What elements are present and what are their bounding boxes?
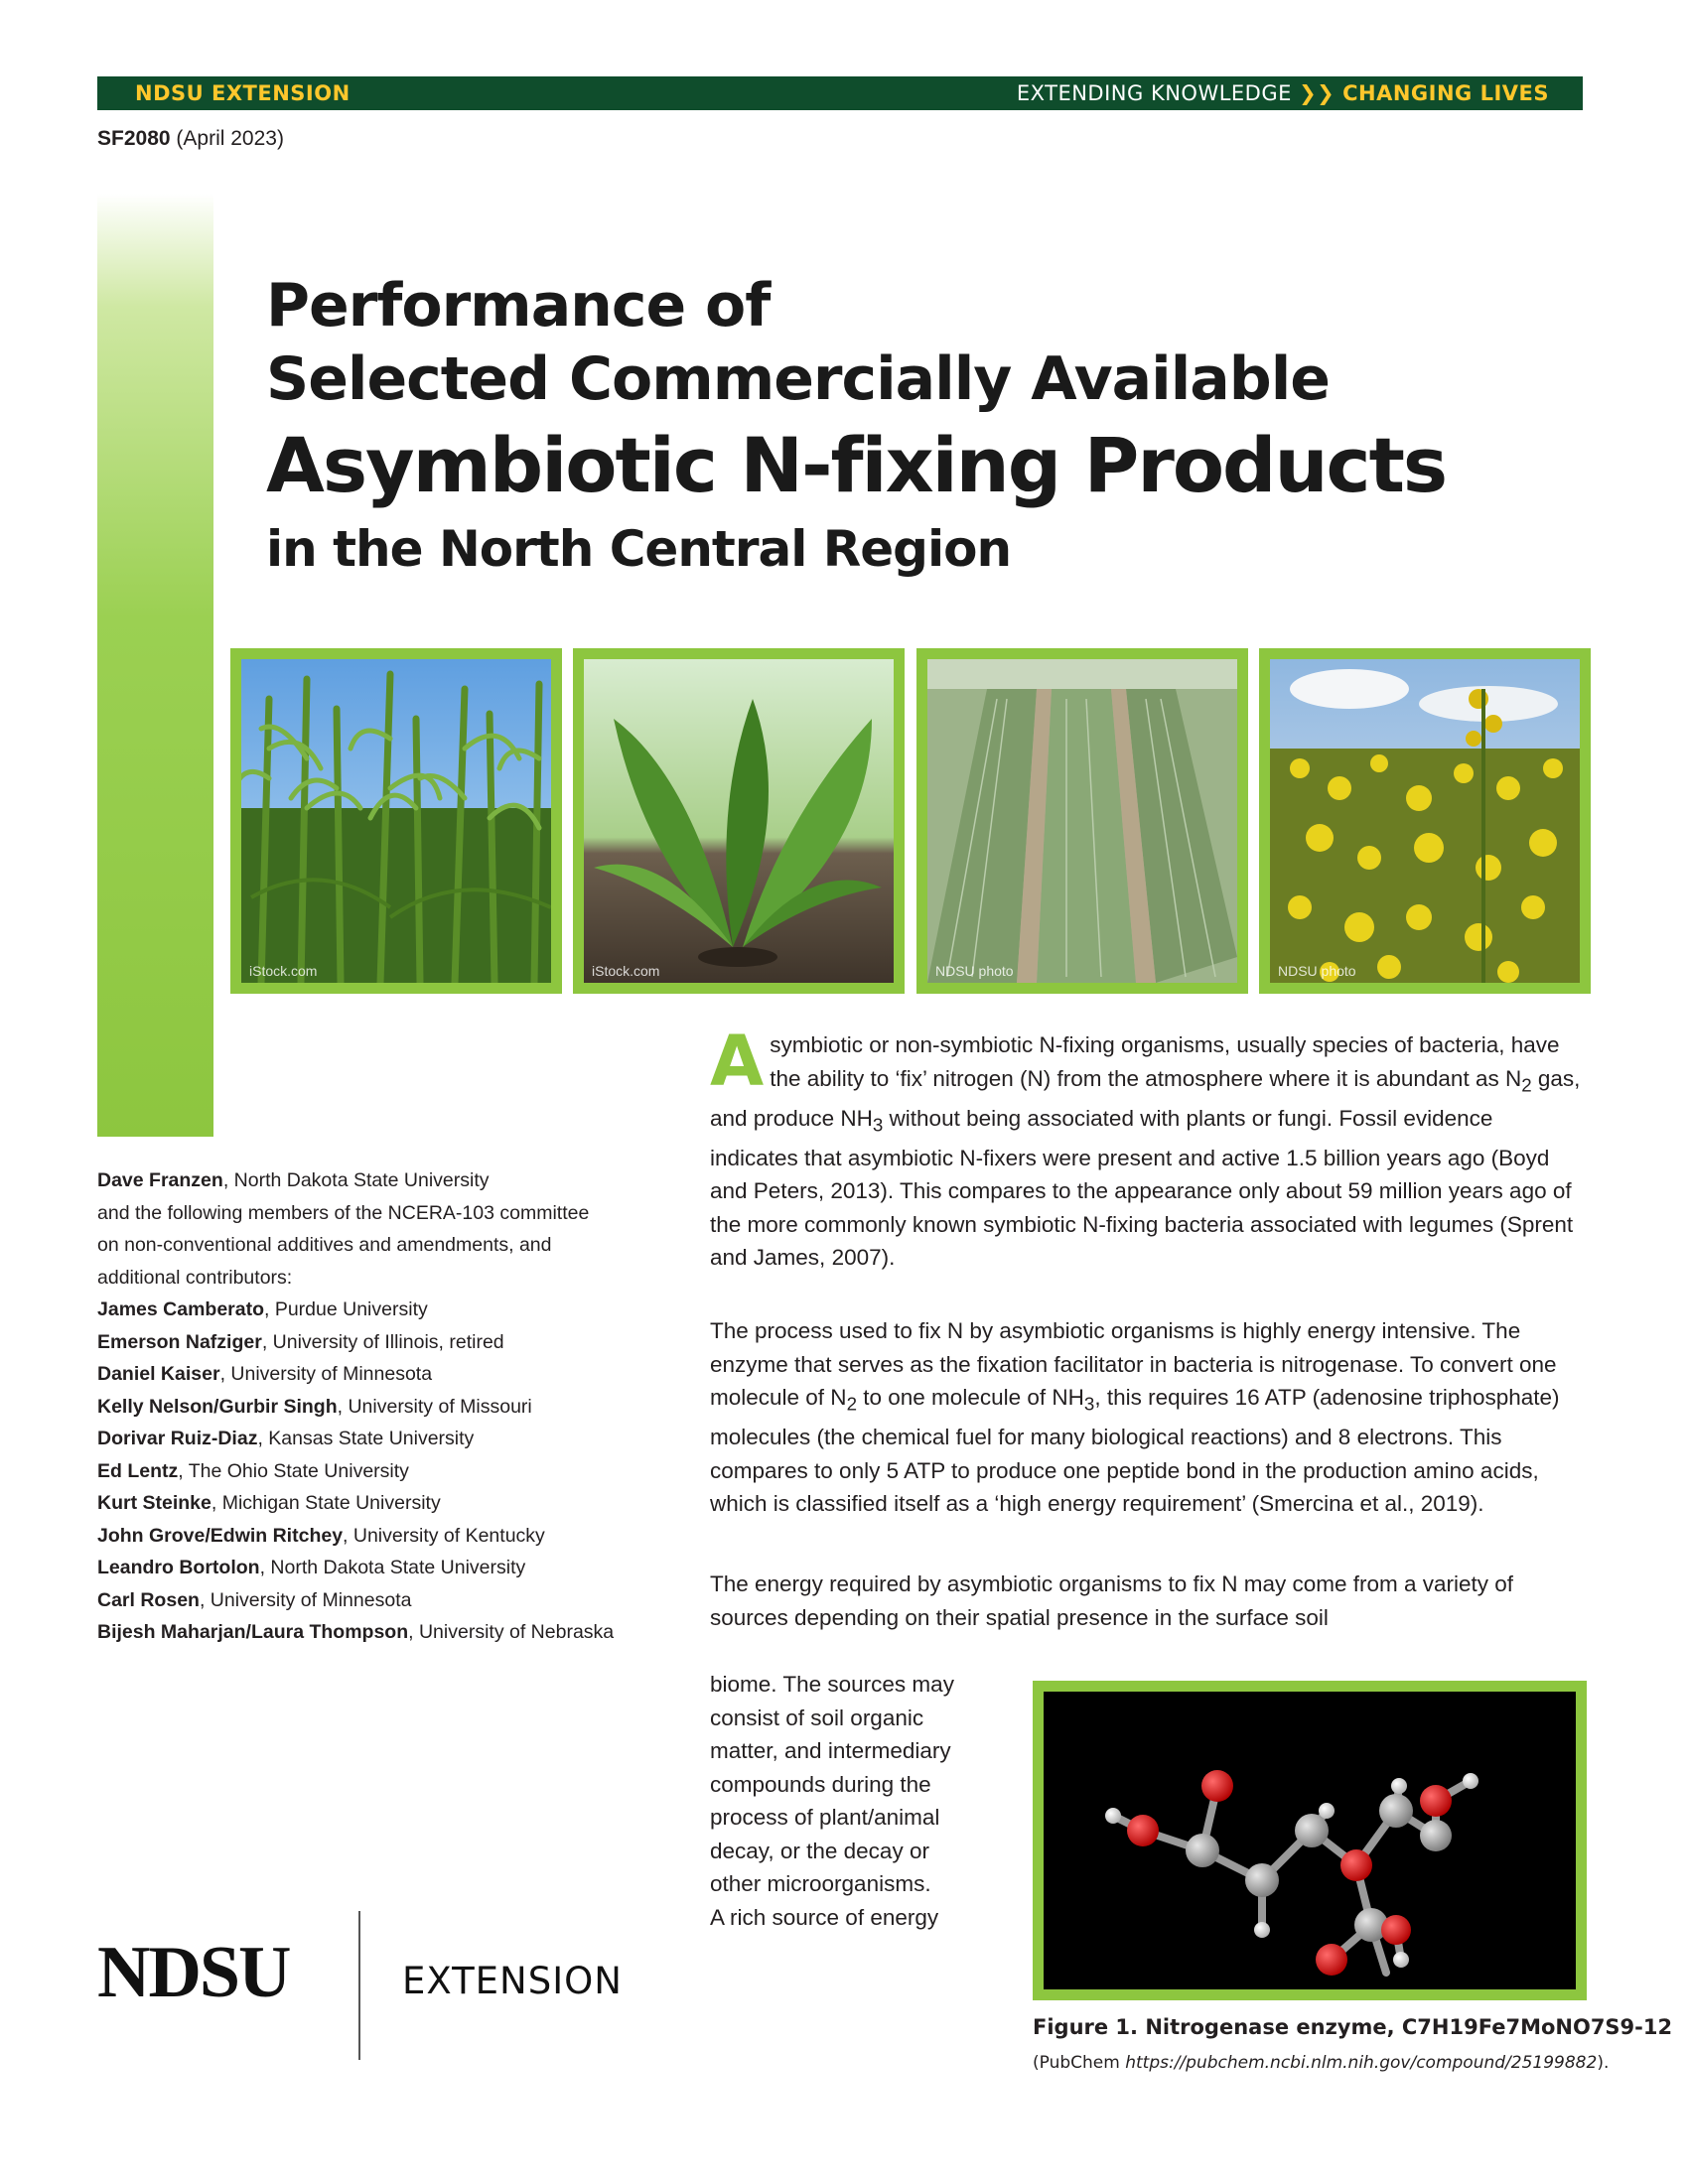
- author-item: [97, 1455, 683, 1488]
- paragraph-text: to one molecule of NH: [857, 1385, 1084, 1410]
- subscript: 2: [846, 1393, 857, 1415]
- author-name: Daniel Kaiser: [97, 1363, 220, 1385]
- source-link[interactable]: https://pubchem.ncbi.nlm.nih.gov/compound/25199882: [1125, 2053, 1598, 2073]
- publication-number: SF2080: [97, 127, 171, 150]
- author-name: Kurt Steinke: [97, 1492, 211, 1514]
- wheat-plots-image: [927, 659, 1237, 983]
- author-affiliation: , University of Kentucky: [343, 1524, 545, 1547]
- figure-frame: [1033, 1681, 1587, 2000]
- source-prefix: (PubChem: [1033, 2053, 1126, 2073]
- photo-sugar-beet: [573, 648, 905, 994]
- drop-cap: A: [710, 1021, 765, 1102]
- author-name: Carl Rosen: [97, 1588, 200, 1611]
- author-affiliation: , Michigan State University: [211, 1492, 441, 1514]
- paragraph-text: , this requires 16 ATP (adenosine triphosphate) molecules (the chemical fuel for many biological reactions) and 8 electrons. This compares to only 5 ATP to produce one peptide bond in the production amino acids, which is classified itself as a ‘high energy requirement’ (Smercina et al., 2019).: [710, 1385, 1560, 1516]
- source-suffix: ).: [1597, 2053, 1610, 2073]
- author-affiliation: , University of Minnesota: [199, 1588, 412, 1611]
- page-title: [266, 270, 1557, 584]
- author-name: Kelly Nelson/Gurbir Singh: [97, 1395, 338, 1418]
- corn-image: [241, 659, 551, 983]
- author-item: [97, 1552, 683, 1584]
- authors-block: [97, 1164, 683, 1649]
- text-line: other microorganisms.: [710, 1871, 931, 1896]
- tagline-part2: CHANGING LIVES: [1335, 81, 1549, 105]
- paragraph-3-continued: [710, 1668, 1008, 1934]
- header-left-label: NDSU EXTENSION: [135, 81, 351, 105]
- title-line-2: Selected Commercially Available: [266, 344, 1331, 414]
- paragraph-text: gas, and produce NH: [710, 1065, 1581, 1131]
- author-item: [97, 1423, 683, 1455]
- author-item: [97, 1294, 683, 1326]
- author-affiliation: , North Dakota State University: [222, 1169, 490, 1191]
- paragraph-text: without being associated with plants or fungi. Fossil evidence indicates that asymbiotic N-fixers were present and active 1.5 billion years ago (Boyd and Peters, 2013). This compares to the appearance only about 59 million years ago of the more commonly known symbiotic N-fixing bacteria associated with legumes (Sprent and James, 2007).: [710, 1105, 1574, 1270]
- subscript: 3: [1083, 1393, 1095, 1415]
- figure-caption: Figure 1. Nitrogenase enzyme, C7H19Fe7MoNO7S9-12: [1033, 2015, 1673, 2039]
- author-name: Emerson Nafziger: [97, 1330, 262, 1353]
- photo-credit: NDSU photo: [1278, 963, 1356, 979]
- author-affiliation: , North Dakota State University: [259, 1557, 526, 1578]
- text-line: consist of soil organic: [710, 1705, 924, 1730]
- text-line: decay, or the decay or: [710, 1838, 929, 1863]
- molecule-image: [1044, 1692, 1576, 1989]
- author-affiliation: , University of Nebraska: [408, 1621, 615, 1643]
- figure-source: [1033, 2053, 1648, 2073]
- chevron-icon: ❯❯: [1299, 81, 1336, 105]
- title-line-3: Asymbiotic N-fixing Products: [266, 421, 1447, 509]
- author-item: [97, 1487, 683, 1520]
- title-line-1: Performance of: [266, 271, 771, 341]
- paragraph-1: [710, 1021, 1584, 1275]
- paragraph-3: The energy required by asymbiotic organisms to fix N may come from a variety of sources depending on their spatial presence in the surface soil: [710, 1571, 1514, 1630]
- author-item: [97, 1520, 683, 1553]
- author-name: Ed Lentz: [97, 1459, 179, 1482]
- author-affiliation: , University of Minnesota: [219, 1363, 433, 1385]
- author-affiliation: , University of Missouri: [337, 1395, 532, 1418]
- text-line: compounds during the: [710, 1771, 931, 1797]
- text-line: process of plant/animal: [710, 1805, 940, 1830]
- author-name: James Camberato: [97, 1298, 264, 1320]
- publication-date: (April 2023): [176, 127, 284, 150]
- photo-canola: [1259, 648, 1591, 994]
- text-line: biome. The sources may: [710, 1672, 954, 1697]
- photo-corn: [230, 648, 562, 994]
- publication-id: [97, 127, 284, 151]
- author-affiliation: , Purdue University: [264, 1298, 428, 1320]
- author-item: [97, 1326, 683, 1359]
- paragraph-2: [710, 1314, 1584, 1521]
- author-affiliation: , Kansas State University: [257, 1428, 475, 1449]
- author-name: Leandro Bortolon: [97, 1557, 260, 1578]
- author-name: Dave Franzen: [97, 1169, 223, 1191]
- header-banner: [97, 76, 1583, 110]
- intro-line: additional contributors:: [97, 1266, 293, 1289]
- text-line: A rich source of energy: [710, 1904, 939, 1930]
- intro-line: on non-conventional additives and amendments, and: [97, 1234, 552, 1256]
- photo-wheat-plots: [916, 648, 1248, 994]
- photo-credit: iStock.com: [249, 963, 318, 979]
- tagline-part1: EXTENDING KNOWLEDGE: [1016, 81, 1300, 105]
- photo-credit: NDSU photo: [935, 963, 1014, 979]
- title-line-4: in the North Central Region: [266, 520, 1012, 578]
- canola-image: [1270, 659, 1580, 983]
- author-affiliation: , University of Illinois, retired: [261, 1330, 504, 1353]
- logo-divider: [358, 1911, 360, 2060]
- author-name: Dorivar Ruiz-Diaz: [97, 1428, 258, 1449]
- green-side-bar: [97, 194, 213, 1137]
- subscript: 2: [1521, 1074, 1532, 1095]
- author-item: [97, 1616, 683, 1649]
- author-name: John Grove/Edwin Ritchey: [97, 1524, 344, 1547]
- photo-credit: iStock.com: [592, 963, 660, 979]
- extension-wordmark: EXTENSION: [402, 1960, 623, 2002]
- text-line: matter, and intermediary: [710, 1738, 951, 1763]
- ndsu-logo: NDSU: [97, 1932, 290, 2013]
- author-item: [97, 1391, 683, 1424]
- intro-line: and the following members of the NCERA-103 committee: [97, 1201, 590, 1224]
- paragraph-text: symbiotic or non-symbiotic N-fixing organisms, usually species of bacteria, have the ability to ‘fix’ nitrogen (N) from the atmosphere where it is abundant as N: [770, 1032, 1560, 1091]
- author-item: [97, 1358, 683, 1391]
- sugar-beet-image: [584, 659, 894, 983]
- paragraph-text: The process used to fix N by asymbiotic organisms is highly energy intensive. The enzyme that serves as the fixation facilitator in bacteria is nitrogenase. To convert one molecule of N: [710, 1318, 1557, 1410]
- subscript: 3: [872, 1114, 884, 1135]
- lead-author: [97, 1164, 683, 1197]
- author-name: Bijesh Maharjan/Laura Thompson: [97, 1621, 409, 1643]
- molecule-diagram: [1044, 1692, 1576, 1989]
- header-tagline: [1017, 81, 1549, 105]
- author-affiliation: , The Ohio State University: [178, 1459, 409, 1482]
- author-item: [97, 1584, 683, 1617]
